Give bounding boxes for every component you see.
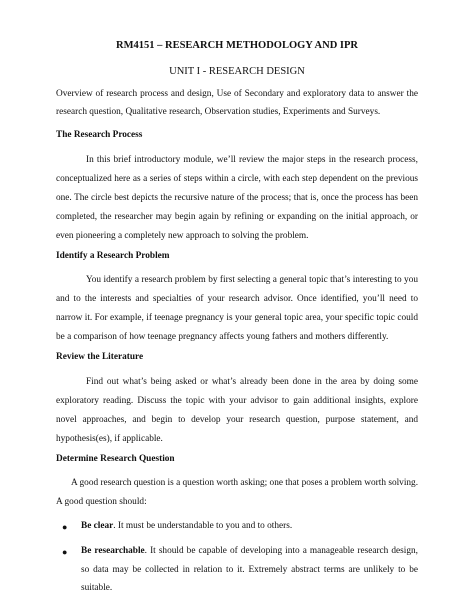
unit-heading: UNIT I - RESEARCH DESIGN — [169, 66, 305, 77]
paragraph-line: novel approaches, and begin to develop your research question, purpose statement, and — [56, 415, 418, 425]
bullet-term: Be researchable — [81, 546, 145, 556]
section-heading: Determine Research Question — [56, 454, 175, 464]
section-heading: Review the Literature — [56, 352, 144, 362]
overview-line: Overview of research process and design, Use of Secondary and exploratory data to answer the — [56, 89, 418, 99]
bullet-term: Be clear — [81, 521, 114, 531]
paragraph-line: hypothesis(es), if applicable. — [56, 434, 163, 444]
paragraph-line: completed, the researcher may begin again by refining or expanding on the initial approach, or — [56, 212, 418, 222]
section-heading: The Research Process — [56, 130, 143, 140]
paragraph-line: conceptualized here as a series of steps within a circle, with each step dependent on the previous — [56, 174, 418, 184]
paragraph-line: A good question should: — [56, 497, 147, 507]
paragraph-line: and to the interests and specialties of your research advisor. Once identified, you’ll need to — [56, 294, 418, 304]
paragraph-line: one. The circle best depicts the recursive nature of the process; that is, once the process has been — [56, 193, 418, 203]
bullet-line: so data may be collected in relation to it. Extremely abstract terms are unlikely to be — [81, 565, 418, 575]
paragraph-line: A good research question is a question worth asking; one that poses a problem worth solving. — [71, 478, 419, 488]
paragraph-line: be a comparison of how teenage pregnancy affects young fathers and mothers differently. — [56, 332, 389, 342]
bullet-marker: ● — [62, 522, 68, 532]
bullet-line — [81, 546, 418, 556]
paragraph-line: In this brief introductory module, we’ll review the major steps in the research process, — [86, 155, 418, 165]
bullet-marker: ● — [62, 547, 68, 557]
document-title: RM4151 – RESEARCH METHODOLOGY AND IPR — [116, 40, 358, 51]
paragraph-line: You identify a research problem by first selecting a general topic that’s interesting to you — [86, 275, 418, 285]
bullet-line: suitable. — [81, 583, 113, 593]
paragraph-line: Find out what’s being asked or what’s already been done in the area by doing some — [86, 377, 418, 387]
bullet-line — [81, 521, 418, 531]
overview-line: research question, Qualitative research, Observation studies, Experiments and Surveys. — [56, 107, 381, 117]
paragraph-line: even pioneering a completely new approach to solving the problem. — [56, 231, 309, 241]
paragraph-line: exploratory reading. Discuss the topic with your advisor to gain additional insights, explore — [56, 396, 418, 406]
section-heading: Identify a Research Problem — [56, 251, 170, 261]
bullet-text: . It must be understandable to you and to others. — [113, 521, 293, 531]
bullet-text: . It should be capable of developing into a manageable research design, — [144, 546, 418, 556]
paragraph-line: narrow it. For example, if teenage pregnancy is your general topic area, your specific topic could — [56, 313, 418, 323]
